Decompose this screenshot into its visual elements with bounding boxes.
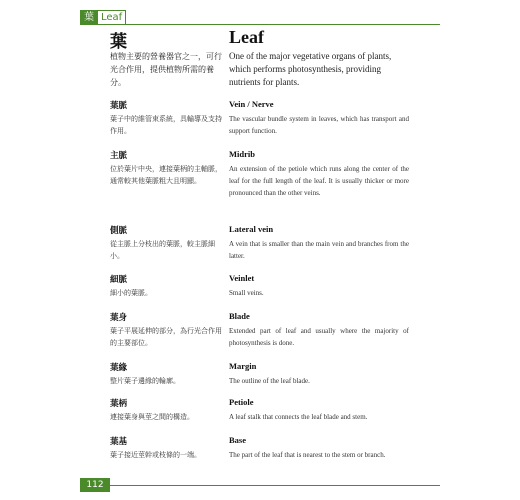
zh-term: 葉身 [110, 313, 128, 323]
en-definition: Extended part of leaf and usually where the majority of photosynthesis is done. [229, 327, 409, 347]
zh-definition: 葉子接近莖幹或枝條的一端。 [110, 451, 201, 459]
zh-term: 側脈 [110, 226, 128, 236]
zh-term: 葉緣 [110, 363, 128, 373]
zh-definition: 葉子平展延伸的部分，為行光合作用的主要部位。 [110, 327, 222, 347]
en-term: Veinlet [229, 273, 255, 283]
en-definition: Small veins. [229, 289, 264, 297]
en-definition: The part of the leaf that is nearest to the stem or branch. [229, 451, 386, 459]
zh-term: 主脈 [110, 151, 128, 161]
zh-definition: 從主脈上分枝出的葉脈，較主脈細小。 [110, 240, 215, 260]
main-title-zh: 葉 [110, 32, 127, 52]
zh-definition: 連接葉身與莖之間的構造。 [110, 413, 194, 421]
en-term: Lateral vein [229, 224, 274, 234]
en-definition: The outline of the leaf blade. [229, 377, 310, 385]
zh-term: 葉脈 [110, 101, 128, 111]
main-title-en: Leaf [229, 27, 264, 47]
en-term: Base [229, 435, 246, 445]
en-term: Vein / Nerve [229, 99, 274, 109]
zh-term: 葉基 [110, 437, 128, 447]
main-description-zh: 植物主要的營養器官之一，可行光合作用，提供植物所需的養分。 [110, 52, 222, 87]
en-definition: A leaf stalk that connects the leaf blade and stem. [229, 413, 368, 421]
page-number: 112 [80, 478, 110, 492]
en-definition: An extension of the petiole which runs along the center of the leaf for the full length of the leaf. It is usually thicker or more pronounced than the other veins. [229, 165, 409, 197]
en-term: Margin [229, 361, 257, 371]
section-tab [80, 10, 135, 25]
zh-definition: 整片葉子邊緣的輪廓。 [110, 377, 180, 385]
zh-definition: 葉子中的維管束系統，具輸導及支持作用。 [110, 115, 222, 135]
zh-term: 葉柄 [110, 399, 128, 409]
footer-rule [80, 485, 440, 486]
en-term: Midrib [229, 149, 255, 159]
main-description-en: One of the major vegetative organs of plants, which performs photosynthesis, providing nutrients for plants. [229, 51, 392, 87]
section-tab-en: Leaf [98, 10, 126, 25]
zh-definition: 位於葉片中央，連接葉柄的主軸脈，通常較其他葉脈粗大且明顯。 [110, 165, 222, 185]
en-term: Blade [229, 311, 250, 321]
header-rule [80, 24, 440, 25]
en-term: Petiole [229, 397, 254, 407]
section-tab-zh: 葉 [80, 10, 98, 25]
zh-term: 細脈 [110, 275, 128, 285]
en-definition: The vascular bundle system in leaves, which has transport and support function. [229, 115, 409, 135]
zh-definition: 細小的葉脈。 [110, 289, 152, 297]
en-definition: A vein that is smaller than the main vein and branches from the latter. [229, 240, 409, 260]
